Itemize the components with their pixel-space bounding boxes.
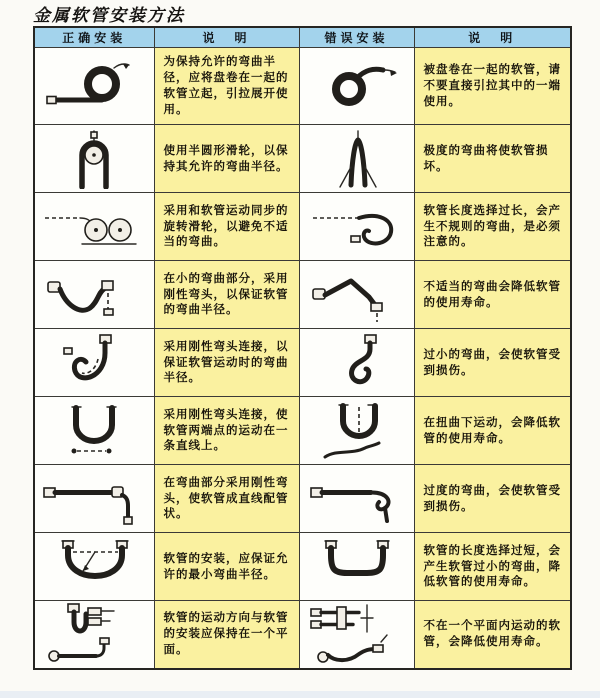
page-title: 金属软管安装方法 xyxy=(33,6,185,26)
semicircular-pulley-illustration xyxy=(49,129,139,189)
wrong-example-image xyxy=(299,533,414,601)
rotating-pulleys-illustration xyxy=(40,198,148,256)
correct-example-image xyxy=(34,125,154,193)
correct-example-image xyxy=(34,193,154,261)
straight-run-elbow-illustration xyxy=(40,471,148,527)
wrong-explanation: 不在一个平面内运动的软管，会降低使用寿命。 xyxy=(414,601,571,669)
irregular-loop-illustration xyxy=(307,198,407,256)
coil-pulled-directly-illustration xyxy=(307,55,407,117)
u-hose-twist-illustration xyxy=(307,401,407,461)
wrong-explanation: 极度的弯曲将使软管损坏。 xyxy=(414,125,571,193)
correct-example-image xyxy=(34,465,154,533)
improper-sharp-bend-illustration xyxy=(307,265,407,325)
out-of-plane-motion-illustration xyxy=(307,602,407,666)
single-plane-trap-illustration xyxy=(40,602,148,666)
correct-example-image xyxy=(34,533,154,601)
wrong-example-image xyxy=(299,601,414,669)
minimum-radius-wide-u-illustration xyxy=(40,537,148,597)
wrong-example-image xyxy=(299,193,414,261)
correct-explanation: 软管的安装，应保证允许的最小弯曲半径。 xyxy=(154,533,299,601)
correct-explanation: 在弯曲部分采用刚性弯头，使软管成直线配管状。 xyxy=(154,465,299,533)
installation-guide-table xyxy=(33,26,572,670)
correct-example-image xyxy=(34,48,154,125)
wrong-example-image xyxy=(299,125,414,193)
table-row xyxy=(34,125,571,193)
correct-example-image xyxy=(34,397,154,465)
correct-example-image xyxy=(34,261,154,329)
table-row xyxy=(34,601,571,669)
page-bottom-strip xyxy=(0,691,600,698)
rigid-elbow-hook-illustration xyxy=(48,333,140,393)
correct-explanation: 为保持允许的弯曲半径，应将盘卷在一起的软管立起，引拉展开使用。 xyxy=(154,48,299,125)
header-explanation-2: 说 明 xyxy=(414,27,571,48)
wrong-example-image xyxy=(299,397,414,465)
correct-explanation: 软管的运动方向与软管的安装应保持在一个平面。 xyxy=(154,601,299,669)
wrong-example-image xyxy=(299,329,414,397)
wrong-explanation: 不适当的弯曲会降低软管的使用寿命。 xyxy=(414,261,571,329)
wrong-example-image xyxy=(299,261,414,329)
table-row xyxy=(34,465,571,533)
wrong-example-image xyxy=(299,48,414,125)
coil-unrolled-illustration xyxy=(40,55,148,117)
sharp-bend-hairpin-illustration xyxy=(312,129,402,189)
wrong-explanation: 软管的长度选择过短，会产生软管过小的弯曲，降低软管的使用寿命。 xyxy=(414,533,571,601)
correct-explanation: 采用刚性弯头连接，使软管两端点的运动在一条直线上。 xyxy=(154,397,299,465)
wrong-explanation: 过小的弯曲，会使软管受到损伤。 xyxy=(414,329,571,397)
rigid-elbow-curve-illustration xyxy=(40,265,148,325)
overbent-end-loop-illustration xyxy=(307,471,407,527)
header-correct-install: 正确安装 xyxy=(34,27,154,48)
wrong-explanation: 软管长度选择过长，会产生不规则的弯曲，是必须注意的。 xyxy=(414,193,571,261)
correct-explanation: 采用和软管运动同步的旋转滑轮，以避免不适当的弯曲。 xyxy=(154,193,299,261)
wrong-explanation: 在扭曲下运动，会降低软管的使用寿命。 xyxy=(414,397,571,465)
wrong-explanation: 过度的弯曲，会使软管受到损伤。 xyxy=(414,465,571,533)
header-row xyxy=(34,27,571,48)
header-explanation-1: 说 明 xyxy=(154,27,299,48)
table-row xyxy=(34,533,571,601)
wrong-example-image xyxy=(299,465,414,533)
tight-curl-illustration xyxy=(311,333,403,393)
correct-example-image xyxy=(34,329,154,397)
table-row xyxy=(34,397,571,465)
correct-explanation: 采用刚性弯头连接，以保证软管运动时的弯曲半径。 xyxy=(154,329,299,397)
table-row xyxy=(34,48,571,125)
table-row xyxy=(34,193,571,261)
correct-explanation: 在小的弯曲部分，采用刚性弯头，以保证软管的弯曲半径。 xyxy=(154,261,299,329)
u-hose-aligned-ends-illustration xyxy=(44,401,144,461)
header-wrong-install: 错误安装 xyxy=(299,27,414,48)
wrong-explanation: 被盘卷在一起的软管，请不要直接引拉其中的一端使用。 xyxy=(414,48,571,125)
correct-explanation: 使用半圆形滑轮，以保持其允许的弯曲半径。 xyxy=(154,125,299,193)
table-row xyxy=(34,261,571,329)
table-row xyxy=(34,329,571,397)
too-short-flat-u-illustration xyxy=(307,537,407,597)
correct-example-image xyxy=(34,601,154,669)
